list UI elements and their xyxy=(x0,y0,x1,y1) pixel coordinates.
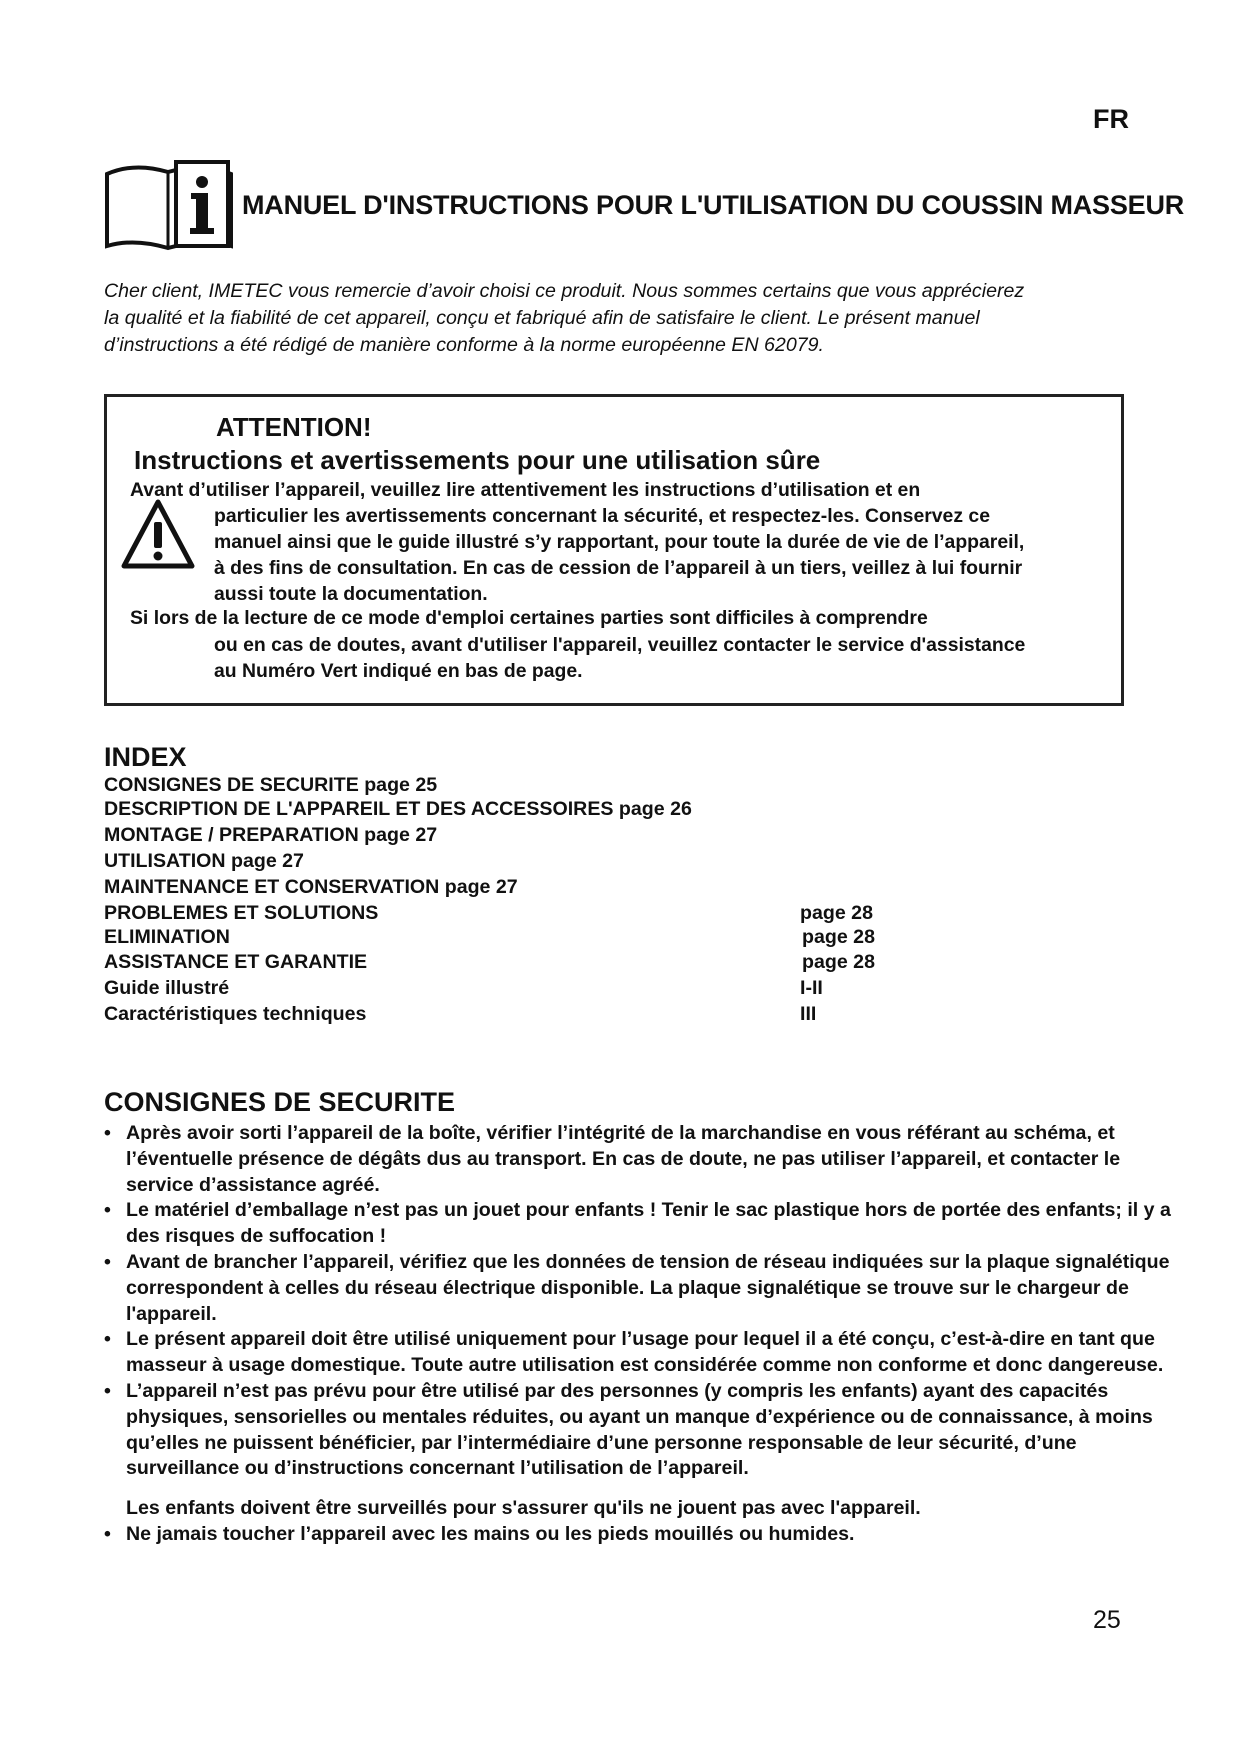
page-number: 25 xyxy=(1093,1606,1121,1634)
warning-line: particulier les avertissements concernant la sécurité, et respectez-les. Conservez ce xyxy=(214,505,990,527)
index-entry: ASSISTANCE ET GARANTIE xyxy=(104,951,368,973)
safety-item: • Après avoir sorti l’appareil de la boîte, vérifier l’intégrité de la marchandise en vous référant au schéma, et l’éventuelle présence de dégâts dus au transport. En cas de doute, ne pas utiliser l’appareil, et contacter le service d’assistance agréé. xyxy=(104,1121,1184,1198)
warning-heading: ATTENTION! xyxy=(216,412,372,442)
warning-line: Si lors de la lecture de ce mode d'emploi certaines parties sont difficiles à comprendre xyxy=(130,607,928,629)
info-manual-icon xyxy=(104,158,234,252)
index-entry-page: page 28 xyxy=(802,951,875,973)
safety-item: • Le présent appareil doit être utilisé uniquement pour l’usage pour lequel il a été conçu, c’est-à-dire en tant que masseur à usage domestique. Toute autre utilisation est considérée comme non conforme et donc dangereuse. xyxy=(104,1327,1184,1379)
warning-line: Avant d’utiliser l’appareil, veuillez lire attentivement les instructions d’utilisation et en xyxy=(130,479,921,501)
index-entry: UTILISATION page 27 xyxy=(104,850,304,872)
safety-item: • L’appareil n’est pas prévu pour être utilisé par des personnes (y compris les enfants) ayant des capacités physiques, sensorielles ou mentales réduites, ou ayant un manque d’expérience ou de connaissance, à moins qu’elles ne puissent bénéficier, par l’intermédiaire d’une personne responsable de leur sécurité, d’une surveillance ou d’instructions concernant l’utilisation de l’appareil. xyxy=(104,1379,1184,1482)
intro-line: la qualité et la fiabilité de cet appareil, conçu et fabriqué afin de satisfaire le client. Le présent manuel xyxy=(104,307,980,329)
index-entry: MAINTENANCE ET CONSERVATION page 27 xyxy=(104,876,518,898)
warning-subheading: Instructions et avertissements pour une utilisation sûre xyxy=(134,445,821,475)
index-entry: MONTAGE / PREPARATION page 27 xyxy=(104,824,438,846)
index-entry: PROBLEMES ET SOLUTIONS xyxy=(104,902,379,924)
language-code: FR xyxy=(1093,104,1129,134)
index-entry: ELIMINATION xyxy=(104,926,230,948)
page-title: MANUEL D'INSTRUCTIONS POUR L'UTILISATION DU COUSSIN MASSEUR xyxy=(242,190,1185,220)
warning-line: au Numéro Vert indiqué en bas de page. xyxy=(214,660,583,682)
index-heading: INDEX xyxy=(104,742,187,772)
intro-paragraph xyxy=(104,278,1129,359)
index-entry: CONSIGNES DE SECURITE page 25 xyxy=(104,774,438,796)
warning-triangle-icon xyxy=(120,498,196,570)
safety-note: Les enfants doivent être surveillés pour s'assurer qu'ils ne jouent pas avec l'appareil. xyxy=(126,1497,921,1520)
index-entry: Guide illustré xyxy=(104,977,230,999)
safety-item: • Avant de brancher l’appareil, vérifiez que les données de tension de réseau indiquées sur la plaque signalétique correspondent à celles du réseau électrique disponible. La plaque signalétique se trouve sur le chargeur de l'appareil. xyxy=(104,1250,1184,1327)
index-entry: DESCRIPTION DE L'APPAREIL ET DES ACCESSOIRES page 26 xyxy=(104,798,692,820)
safety-item: • Ne jamais toucher l’appareil avec les mains ou les pieds mouillés ou humides. xyxy=(104,1522,1184,1548)
index-entry: Caractéristiques techniques xyxy=(104,1003,367,1025)
warning-line: à des fins de consultation. En cas de cession de l’appareil à un tiers, veillez à lui fournir xyxy=(214,557,1023,579)
safety-list xyxy=(104,1121,1184,1548)
safety-item: • Le matériel d’emballage n’est pas un jouet pour enfants ! Tenir le sac plastique hors de portée des enfants; il y a des risques de suffocation ! xyxy=(104,1198,1184,1250)
intro-line: d’instructions a été rédigé de manière conforme à la norme européenne EN 62079. xyxy=(104,334,824,356)
warning-line: aussi toute la documentation. xyxy=(214,583,488,605)
warning-line: ou en cas de doutes, avant d'utiliser l'appareil, veuillez contacter le service d'assistance xyxy=(214,634,1026,656)
warning-line: manuel ainsi que le guide illustré s’y rapportant, pour toute la durée de vie de l’appareil, xyxy=(214,531,1025,553)
index-entry-page: III xyxy=(800,1003,817,1025)
index-entry-page: page 28 xyxy=(802,926,875,948)
index-entry-page: I-II xyxy=(800,977,823,999)
safety-heading: CONSIGNES DE SECURITE xyxy=(104,1087,456,1117)
intro-line: Cher client, IMETEC vous remercie d’avoir choisi ce produit. Nous sommes certains que vous apprécierez xyxy=(104,280,1025,302)
index-entry-page: page 28 xyxy=(800,902,873,924)
